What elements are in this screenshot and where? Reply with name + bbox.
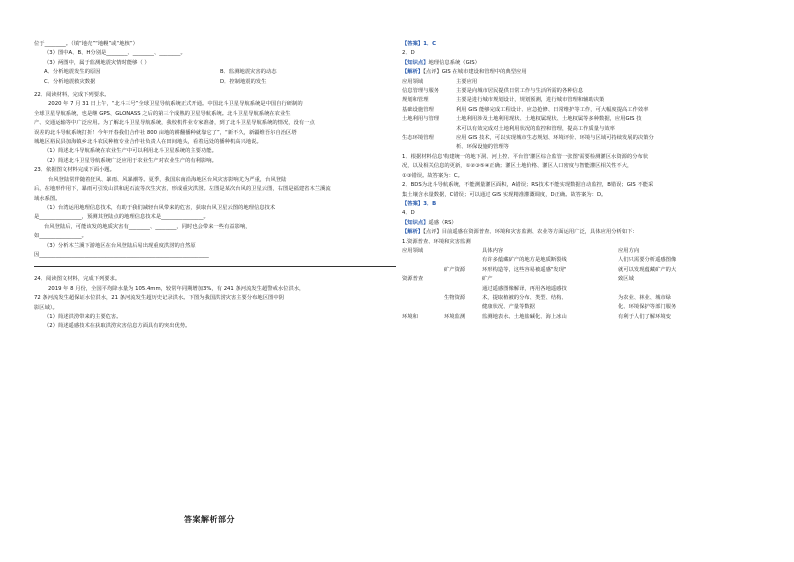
rs-application-table — [402, 247, 784, 322]
option-a: A．分析地震发生的原因 — [44, 69, 101, 76]
rs-row: 生物资源 术，提取植被的分布、类型、结构、 为农业、林业、城市绿 — [444, 294, 671, 301]
right-column — [402, 0, 784, 562]
q24-paragraph-2: 72 条河流发生超保证水位洪水，21 条河流发生超历史记录洪水。下图为我国洪涝灾害主要分布地区图中阴 — [34, 295, 284, 302]
q22-paragraph-4: 误差的北斗导航系统打折！今年开春我们合作社 800 亩地的耕翻播种就靠它了”，“新不久，新疆维吾尔自治区塔 — [34, 129, 297, 136]
gis-row-5-field — [402, 125, 456, 134]
option-b: B．监测地震灾害的动态 — [220, 69, 277, 76]
q21-sub2: （3）图中A、B、H分别是________、________、________。 — [44, 50, 186, 57]
rs-row: 矿产资源 环形构造等，这些容易被遥感"发现" 就可以发现蕴藏矿产的大 — [444, 266, 677, 273]
explanation-1c: ①③错误。故答案为：C。 — [402, 172, 463, 179]
gis-row-2-desc: 主要是进行城市规划设计，规划预测，进行城市管理和辅助决策 — [456, 97, 605, 104]
q23-sub3: （3）分析木兰溪下游地区在台风登陆后易出现重度洪涝的自然原 — [44, 242, 196, 249]
q23-paragraph-1: 台风登陆常伴随着狂风、暴雨、风暴潮等。夏季，我国东南沿海地区台风灾害影响尤为严重，台风登陆 — [48, 176, 287, 183]
answer-4: 4．D — [402, 210, 415, 217]
knowledge-point-2: 【知识点】遥感（RS） — [402, 219, 457, 226]
rs-row: 健康状况、产量等数据 化、环境保护等部门服务 — [482, 304, 677, 311]
gis-row-1-field: 信息管理与服务 — [402, 88, 440, 95]
q23-sub1-answer: 是________________，预测其登陆点的地理信息技术是________________。 — [34, 214, 209, 221]
rs-intro: 1.资源普查、环境和灾害监测 — [402, 238, 471, 245]
gis-row-1-desc: 主要是向城市居民提供日常工作与生活所需的各种信息 — [456, 88, 584, 95]
q23-sub2-answer: 如________________。 — [34, 233, 87, 240]
rs-row: 环境和 环境监测 监测地表水、土地盐碱化、海上冰山 有利于人们了解环境变 — [402, 313, 671, 320]
q22-sub2: （2）简述北斗卫星导航系统广泛应用于农业生产对农业生产的有利影响。 — [44, 157, 217, 164]
q22-paragraph-2: 全球卫星导航系统，也是继 GPS、GLONASS 之后的第三个成熟的卫星导航系统。北斗卫星导航系统在农业生 — [34, 110, 291, 117]
q21-options-row2 — [34, 78, 396, 87]
gis-row-0-desc: 主要应用 — [456, 78, 478, 85]
q23-sub1: （1）台湾运用地理信息技术，有助于我们减轻台风带来的危害，获取台风卫星云图的地理信息技术 — [44, 204, 276, 211]
gis-row-4-desc: 土地利用涉及土地利用现状、土地权属现状、土地权属等多种数据，应用GIS 技 — [456, 116, 642, 123]
gis-row-5-desc: 术可以有效完成对土地利用状况的监控和管理，提高工作质量与效率 — [456, 125, 615, 132]
gis-row-3-desc: 利用 GIS 能够完成工程设计、应急抢修、日常维护等工作，可大幅度提高工作效率 — [456, 106, 649, 113]
q21-line1: 位于________。（填“地壳”“地幔”或“地核”） — [34, 41, 138, 47]
answer-3: 【答案】3．B — [402, 200, 437, 207]
q22-paragraph-3: 产、交通运输等中广泛应用。为了解北斗卫星导航系统，我校机件业专家准备，到了北斗卫星导航系统的情况，没有一点 — [34, 120, 315, 127]
analysis-1: 【解析】【点评】GIS 在城市建设和管理中的典型应用 — [402, 69, 527, 76]
gis-row-3-field: 基础设施管理 — [402, 106, 434, 113]
gis-row-2-field: 规划和管理 — [402, 97, 429, 104]
q23-sub3-answer: 因________________________________________________________________ — [34, 251, 209, 258]
rs-row: 通过遥感图像解译，再用各地遥感技 — [482, 285, 567, 292]
q24-paragraph-1: 2019 年 8 月份，全国平均降水量为 105.4mm，较常年同期增加3%，有 241 条河流发生超警戒水位洪水， — [48, 285, 305, 292]
left-column — [34, 0, 396, 562]
explanation-1b: 况，以及相关信息的更新，①②③⑤④正确；灌区土地价格、灌区人口密度与智能灌区相关性不大， — [402, 163, 633, 170]
q23-paragraph-2: 后，在地形作用下，暴雨可引发山洪和泥石流等次生灾害，形成重灾洪涝。左图是某次台风的卫星云图，右图是福建省木兰溪流 — [34, 186, 331, 193]
q21-options-row1 — [34, 68, 396, 77]
answer-1: 【答案】1．C — [402, 41, 437, 47]
gis-row-6-field: 生态环境管理 — [402, 135, 434, 142]
q22-paragraph-5: 城地区裕民县加海镇乡北斗农民种植专业合作社负责人在田间地头，看着远处的播种机高兴地说。 — [34, 139, 262, 146]
gis-application-table — [402, 78, 784, 153]
option-c: C．分析地震救灾数据 — [44, 78, 96, 85]
q21-sub3: （3）两图中，属于监测地震灾情时能够（ ） — [44, 59, 150, 66]
answer-section-heading: 答案解析部分 — [184, 515, 235, 524]
q23-paragraph-3: 域水系图。 — [34, 195, 61, 202]
q24-paragraph-3: 影区域）。 — [34, 304, 58, 311]
gis-row-4-field: 土地利用与管理 — [402, 116, 440, 123]
explanation-1: 1．根据材料信息'构建统一的地下洞、河上控、平台管'灌区综合监管一张图'需要检测灌区水资源的分布状 — [402, 153, 649, 160]
q24-sub1: （1）简述洪涝带来的主要危害。 — [44, 313, 122, 320]
rs-row: 有许多蕴藏矿产的地方是地质断裂线 人们只需要分析遥感图像 — [482, 257, 677, 264]
rs-header-row: 应用领域 具体内容 应用方向 — [402, 247, 640, 254]
knowledge-point-1: 【知识点】地理信息系统（GIS） — [402, 59, 480, 66]
explanation-2b: 集土壤含水量数据，C错误；可以通过 GIS 实现精准灌溉调度，D正确。故答案为：D。 — [402, 191, 607, 198]
gis-row-6-desc: 应用 GIS 技术，可以实现城市生态规划、环境评价、环境与区域可持续发展的决策分 — [456, 135, 654, 142]
gis-row-7-field — [402, 143, 456, 152]
answer-2: 2．D — [402, 50, 415, 57]
gis-row-0-field: 应用领域 — [402, 78, 424, 85]
q23-title: 23．依据图文材料完成下面小题。 — [34, 167, 115, 174]
analysis-2: 【解析】【点评】目前遥感在资源普查、环境和灾害监测、农业等方面运用广泛，具体应用分析如下： — [402, 229, 638, 236]
answer-blank-line — [34, 260, 396, 267]
q22-sub1: （1）简述北斗导航系统在农业生产中可以利用北斗卫星系统的主要功能。 — [44, 148, 217, 155]
q24-title: 24．阅读图文材料，完成下列要求。 — [34, 276, 121, 283]
option-d: D．控制地震的发生 — [220, 78, 267, 85]
gis-row-7-desc: 析、环保设施的管理等 — [456, 144, 509, 151]
rs-row: 资源普查 矿产 致区域 — [402, 276, 634, 283]
q22-title: 22．阅读材料，完成下列要求。 — [34, 92, 110, 99]
q24-sub2: （2）简述遥感技术在获取洪涝灾害信息方面具有的突出优势。 — [44, 323, 191, 330]
explanation-2: 2．BDS为北斗导航系统，不能测量灌区面积，A错误；RS技术不能实现数据自动监控，B错误；GIS 不能采 — [402, 182, 654, 189]
q22-paragraph-1: 2020 年 7 月 31 日上午，“北斗三号”全球卫星导航系统正式开通。中国北斗卫星导航系统是中国自行研制的 — [48, 101, 303, 108]
q23-sub2: 台风登陆后，可能该发的地质灾害有________、________，同时也会带来一些有益影响， — [44, 223, 251, 230]
